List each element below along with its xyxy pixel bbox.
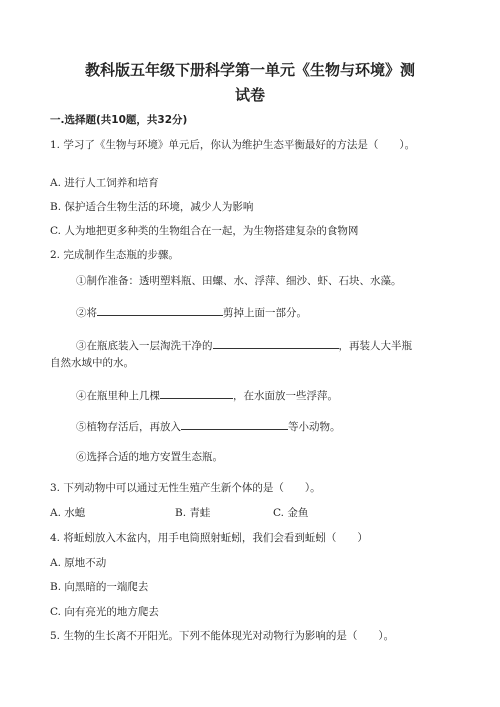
q1-option-b: B. 保护适合生物生活的环境，减少人为影响 <box>50 201 254 213</box>
q2-step-3-text-b: ，再装人大半瓶 <box>338 340 412 352</box>
q3-option-a: A. 水螅 <box>50 507 86 519</box>
exam-title <box>60 58 440 108</box>
q2-step-2-text-a: ②将 <box>76 307 97 319</box>
q2-step-3-blank[interactable] <box>213 337 339 349</box>
q2-step-4 <box>76 387 338 403</box>
q2-step-5-text-b: 等小动物。 <box>288 421 341 433</box>
title-line-2: 试卷 <box>234 86 265 104</box>
q2-step-2 <box>76 304 307 320</box>
q2-step-3-continued: 自然水域中的水。 <box>50 357 134 369</box>
q1-option-a: A. 进行人工饲养和培育 <box>50 177 159 189</box>
q5-stem: 5. 生物的生长离不开阳光。下列不能体现光对动物行为影响的是（ ）。 <box>50 630 395 642</box>
q2-step-4-text-b: ，在水面放一些浮萍。 <box>233 390 338 402</box>
q4-option-b: B. 向黑暗的一端爬去 <box>50 581 149 593</box>
q2-stem: 2. 完成制作生态瓶的步骤。 <box>50 249 179 261</box>
q4-option-a: A. 原地不动 <box>50 557 107 569</box>
q2-step-5-blank[interactable] <box>181 418 288 430</box>
section-heading: 一.选择题(共10题，共32分) <box>50 114 188 126</box>
q2-step-3-text-a: ③在瓶底装入一层淘洗干净的 <box>76 340 213 352</box>
q2-step-4-text-a: ④在瓶里种上几棵 <box>76 390 160 402</box>
q2-step-2-text-b: 剪掉上面一部分。 <box>223 307 307 319</box>
q3-option-c: C. 金鱼 <box>273 507 309 519</box>
q2-step-5-text-a: ⑤植物存活后，再放入 <box>76 421 181 433</box>
q2-step-3 <box>76 337 412 353</box>
q2-step-1: ①制作准备：透明塑料瓶、田螺、水、浮萍、细沙、虾、石块、水藻。 <box>76 275 402 287</box>
q1-option-c: C. 人为地把更多种类的生物组合在一起，为生物搭建复杂的食物网 <box>50 225 359 237</box>
title-line-1: 教科版五年级下册科学第一单元《生物与环境》测 <box>84 61 415 79</box>
q4-stem: 4. 将蚯蚓放入木盆内，用手电筒照射蚯蚓，我们会看到蚯蚓（ ） <box>50 532 368 544</box>
q2-step-5 <box>76 418 341 434</box>
q4-option-c: C. 向有亮光的地方爬去 <box>50 606 159 618</box>
q2-step-2-blank[interactable] <box>97 304 223 316</box>
q3-stem: 3. 下列动物中可以通过无性生殖产生新个体的是（ ）。 <box>50 482 321 494</box>
q3-option-b: B. 青蛙 <box>175 507 211 519</box>
q2-step-4-blank[interactable] <box>160 387 233 399</box>
q2-step-6: ⑥选择合适的地方安置生态瓶。 <box>76 451 223 463</box>
q1-stem: 1. 学习了《生物与环境》单元后，你认为维护生态平衡最好的方法是（ ）。 <box>50 139 416 151</box>
